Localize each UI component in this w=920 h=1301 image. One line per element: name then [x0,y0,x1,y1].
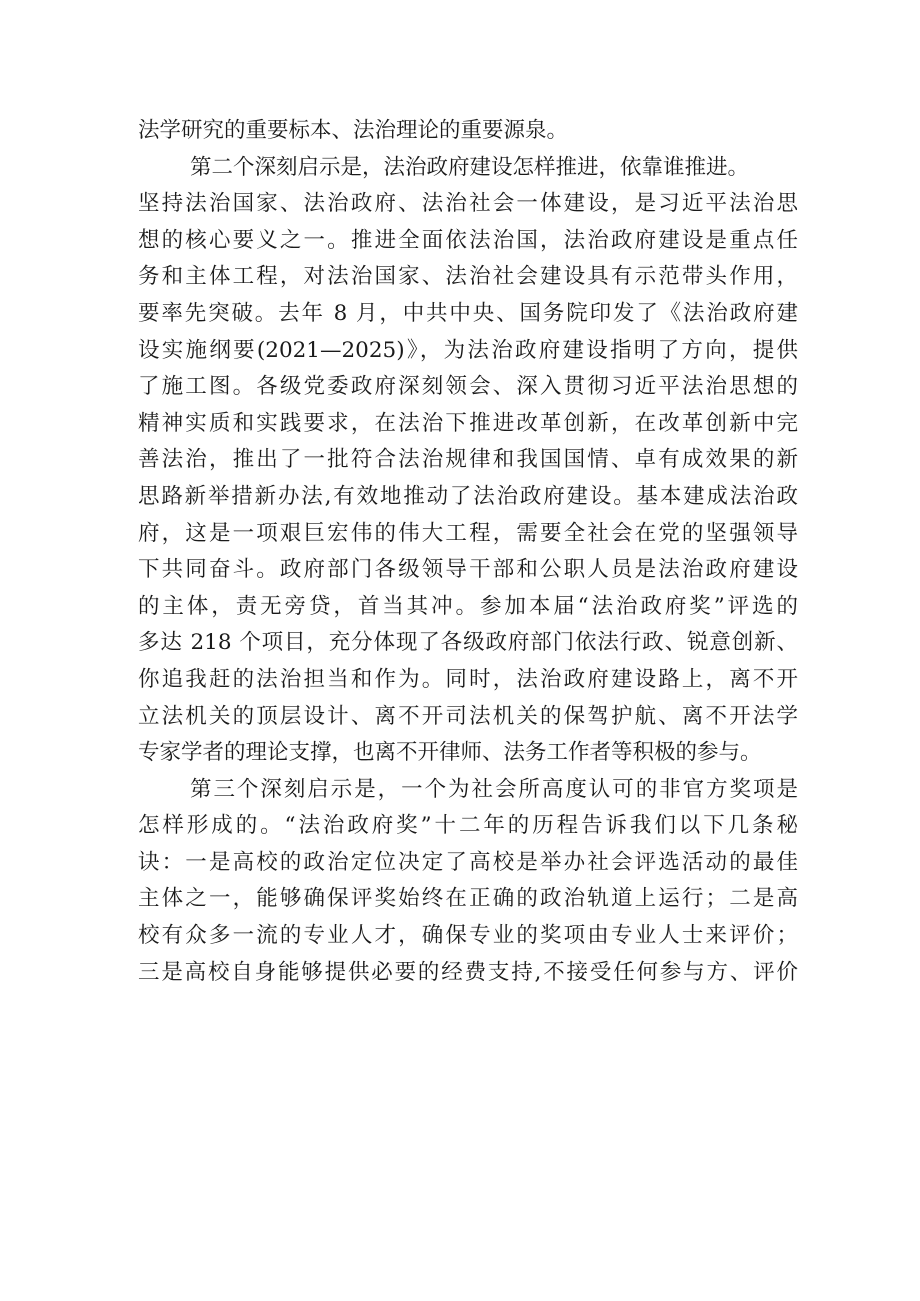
text-line: 诀：一是高校的政治定位决定了高校是举办社会评选活动的最佳 [138,849,798,875]
text-line: 专家学者的理论支撑，也离不开律师、法务工作者等积极的参与。 [138,740,762,766]
text-line: 思路新举措新办法,有效地推动了法治政府建设。基本建成法治政 [138,483,798,509]
text-line: 校有众多一流的专业人才，确保专业的奖项由专业人士来评价； [138,923,798,949]
text-line: 善法治，推出了一批符合法治规律和我国国情、卓有成效果的新 [138,447,798,473]
text-line: 设实施纲要(2021—2025)》，为法治政府建设指明了方向，提供 [138,337,798,363]
paragraph-first-line: 第三个深刻启示是，一个为社会所高度认可的非官方奖项是 [190,776,798,802]
text-line: 你追我赶的法治担当和作为。同时，法治政府建设路上，离不开 [138,666,798,692]
text-line: 务和主体工程，对法治国家、法治社会建设具有示范带头作用， [138,264,798,290]
text-line: 坚持法治国家、法治政府、法治社会一体建设，是习近平法治思 [138,191,798,217]
text-line: 了施工图。各级党委政府深刻领会、深入贯彻习近平法治思想的 [138,374,798,400]
text-line: 三是高校自身能够提供必要的经费支持,不接受任何参与方、评价 [138,959,798,985]
text-line: 的主体，责无旁贷，首当其冲。参加本届“法治政府奖”评选的 [138,593,798,619]
text-line: 法学研究的重要标本、法治理论的重要源泉。 [138,118,569,143]
text-line: 主体之一，能够确保评奖始终在正确的政治轨道上运行；二是高 [138,886,798,912]
text-line: 多达 218 个项目，充分体现了各级政府部门依法行政、锐意创新、 [138,630,798,656]
text-line: 怎样形成的。“法治政府奖”十二年的历程告诉我们以下几条秘 [138,813,798,839]
paragraph-first-line: 第二个深刻启示是，法治政府建设怎样推进，依靠谁推进。 [190,154,750,180]
text-line: 下共同奋斗。政府部门各级领导干部和公职人员是法治政府建设 [138,557,798,583]
body-text [138,113,798,991]
text-line: 府，这是一项艰巨宏伟的伟大工程，需要全社会在党的坚强领导 [138,520,798,546]
text-line: 精神实质和实践要求，在法治下推进改革创新，在改革创新中完 [138,410,798,436]
text-line: 想的核心要义之一。推进全面依法治国，法治政府建设是重点任 [138,227,798,253]
text-line: 要率先突破。去年 8 月，中共中央、国务院印发了《法治政府建 [138,300,798,326]
text-line: 立法机关的顶层设计、离不开司法机关的保驾护航、离不开法学 [138,703,798,729]
